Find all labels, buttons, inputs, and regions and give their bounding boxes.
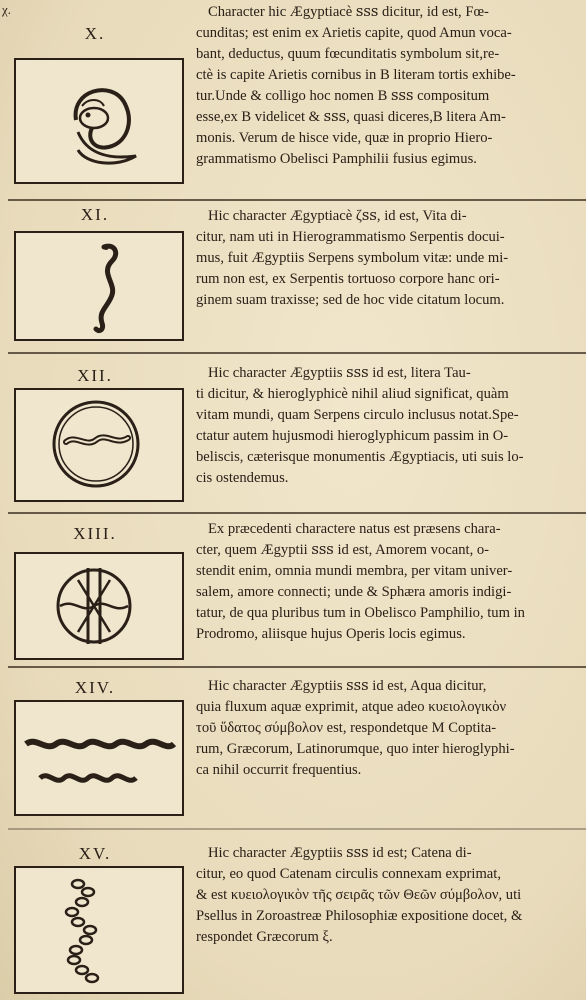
chain-figure — [14, 866, 184, 994]
text-line: ti dicitur, & hieroglyphicè nihil aliud significat, quàm — [196, 386, 509, 402]
text-line: stendit enim, omnia mundi membra, per vitam univer- — [196, 563, 513, 579]
text-line: Hic character Ægyptiis ꜱꜱꜱ id est, Aqua dicitur, — [208, 678, 487, 694]
text-line: rum, Græcorum, Latinorumque, quo inter hieroglyphi- — [196, 741, 515, 757]
text-line: ctè is capite Arietis cornibus in B literam tortis exhibe- — [196, 67, 516, 83]
text-line: & est κυειολογικὸν τῆς σειρᾶς τῶν Θεῶν σύμβολον, uti — [196, 887, 522, 903]
text-line: rum non est, ex Serpentis tortuoso corpore hanc ori- — [196, 271, 500, 287]
section-text — [196, 519, 582, 645]
section-divider — [8, 352, 586, 354]
text-line: vitam mundi, quam Serpens circulo inclusus notat.Spe- — [196, 407, 519, 423]
text-line: citur, nam uti in Hierogrammatismo Serpentis docui- — [196, 229, 505, 245]
section-numeral: XII. — [77, 366, 113, 385]
sphere-of-love-figure — [14, 552, 184, 660]
text-line: salem, amore connecti; unde & Sphæra amoris indigi- — [196, 584, 512, 600]
section-numeral: XI. — [80, 205, 110, 224]
text-line: Prodromo, aliisque hujus Operis locis egimus. — [196, 626, 466, 642]
section-text — [196, 206, 582, 311]
water-figure — [14, 700, 184, 816]
section-text — [196, 676, 582, 781]
section-numeral: X. — [84, 24, 106, 43]
text-line: Character hic Ægyptiacè ꜱꜱꜱ dicitur, id est, Fœ- — [208, 4, 489, 20]
text-line: ginem suam traxisse; sed de hoc vide citatum locum. — [196, 292, 505, 308]
text-line: bant, deductus, quum fœcunditatis symbolum sit,re- — [196, 46, 500, 62]
text-line: tur.Unde & colligo hoc nomen B ꜱꜱꜱ compositum — [196, 88, 490, 104]
circled-serpent-icon — [16, 390, 182, 500]
text-line: Hic character Ægyptiacè ζꜱꜱ, id est, Vita di- — [208, 208, 467, 224]
section-divider — [8, 828, 586, 830]
text-line: tatur, de qua pluribus tum in Obelisco Pamphilio, tum in — [196, 605, 525, 621]
water-waves-icon — [16, 702, 182, 814]
sphere-of-love-icon — [16, 554, 182, 658]
text-line: Ex præcedenti charactere natus est præsens chara- — [208, 521, 501, 537]
ram-head-icon — [16, 60, 182, 182]
serpent-figure — [14, 231, 184, 341]
ram-head-figure — [14, 58, 184, 184]
section-numeral: XIV. — [74, 678, 116, 697]
text-line: monis. Verum de hisce vide, quæ in proprio Hiero- — [196, 130, 493, 146]
text-line: mus, fuit Ægyptiis Serpens symbolum vitæ: unde mi- — [196, 250, 509, 266]
section-numeral: XIII. — [73, 524, 117, 543]
section-numeral: XV. — [78, 844, 112, 863]
text-line: quia fluxum aquæ exprimit, atque adeo κυειολογικὸν — [196, 699, 507, 715]
text-line: ctatur autem hujusmodi hieroglyphicum passim in O- — [196, 428, 509, 444]
circled-serpent-figure — [14, 388, 184, 502]
text-line: citur, eo quod Catenam circulis connexam exprimat, — [196, 866, 501, 882]
corner-mark: χ. — [2, 2, 12, 17]
serpent-icon — [16, 233, 182, 339]
chain-icon — [16, 868, 182, 992]
text-line: τοῦ ὕδατος σύμβολον est, respondetque M Coptita- — [196, 720, 497, 736]
text-line: beliscis, cæterisque monumentis Ægyptiacis, uti suis lo- — [196, 449, 524, 465]
text-line: cis ostendemus. — [196, 470, 289, 486]
text-line: Hic character Ægyptiis ꜱꜱꜱ id est; Catena di- — [208, 845, 472, 861]
section-divider — [8, 512, 586, 514]
section-text — [196, 843, 582, 948]
text-line: respondet Græcorum ξ. — [196, 929, 333, 945]
text-line: grammatismo Obelisci Pamphilii fusius egimus. — [196, 151, 477, 167]
section-divider — [8, 666, 586, 668]
section-text — [196, 2, 582, 170]
section-divider — [8, 199, 586, 201]
text-line: ca nihil occurrit frequentius. — [196, 762, 362, 778]
text-line: cunditas; est enim ex Arietis capite, quod Amun voca- — [196, 25, 512, 41]
text-line: Psellus in Zoroastreæ Philosophiæ expositione docet, & — [196, 908, 523, 924]
section-text — [196, 363, 582, 489]
text-line: cter, quem Ægyptii ꜱꜱꜱ id est, Amorem vocant, o- — [196, 542, 490, 558]
text-line: esse,ex B videlicet & ꜱꜱꜱ, quasi diceres,B litera Am- — [196, 109, 506, 125]
text-line: Hic character Ægyptiis ꜱꜱꜱ id est, litera Tau- — [208, 365, 471, 381]
